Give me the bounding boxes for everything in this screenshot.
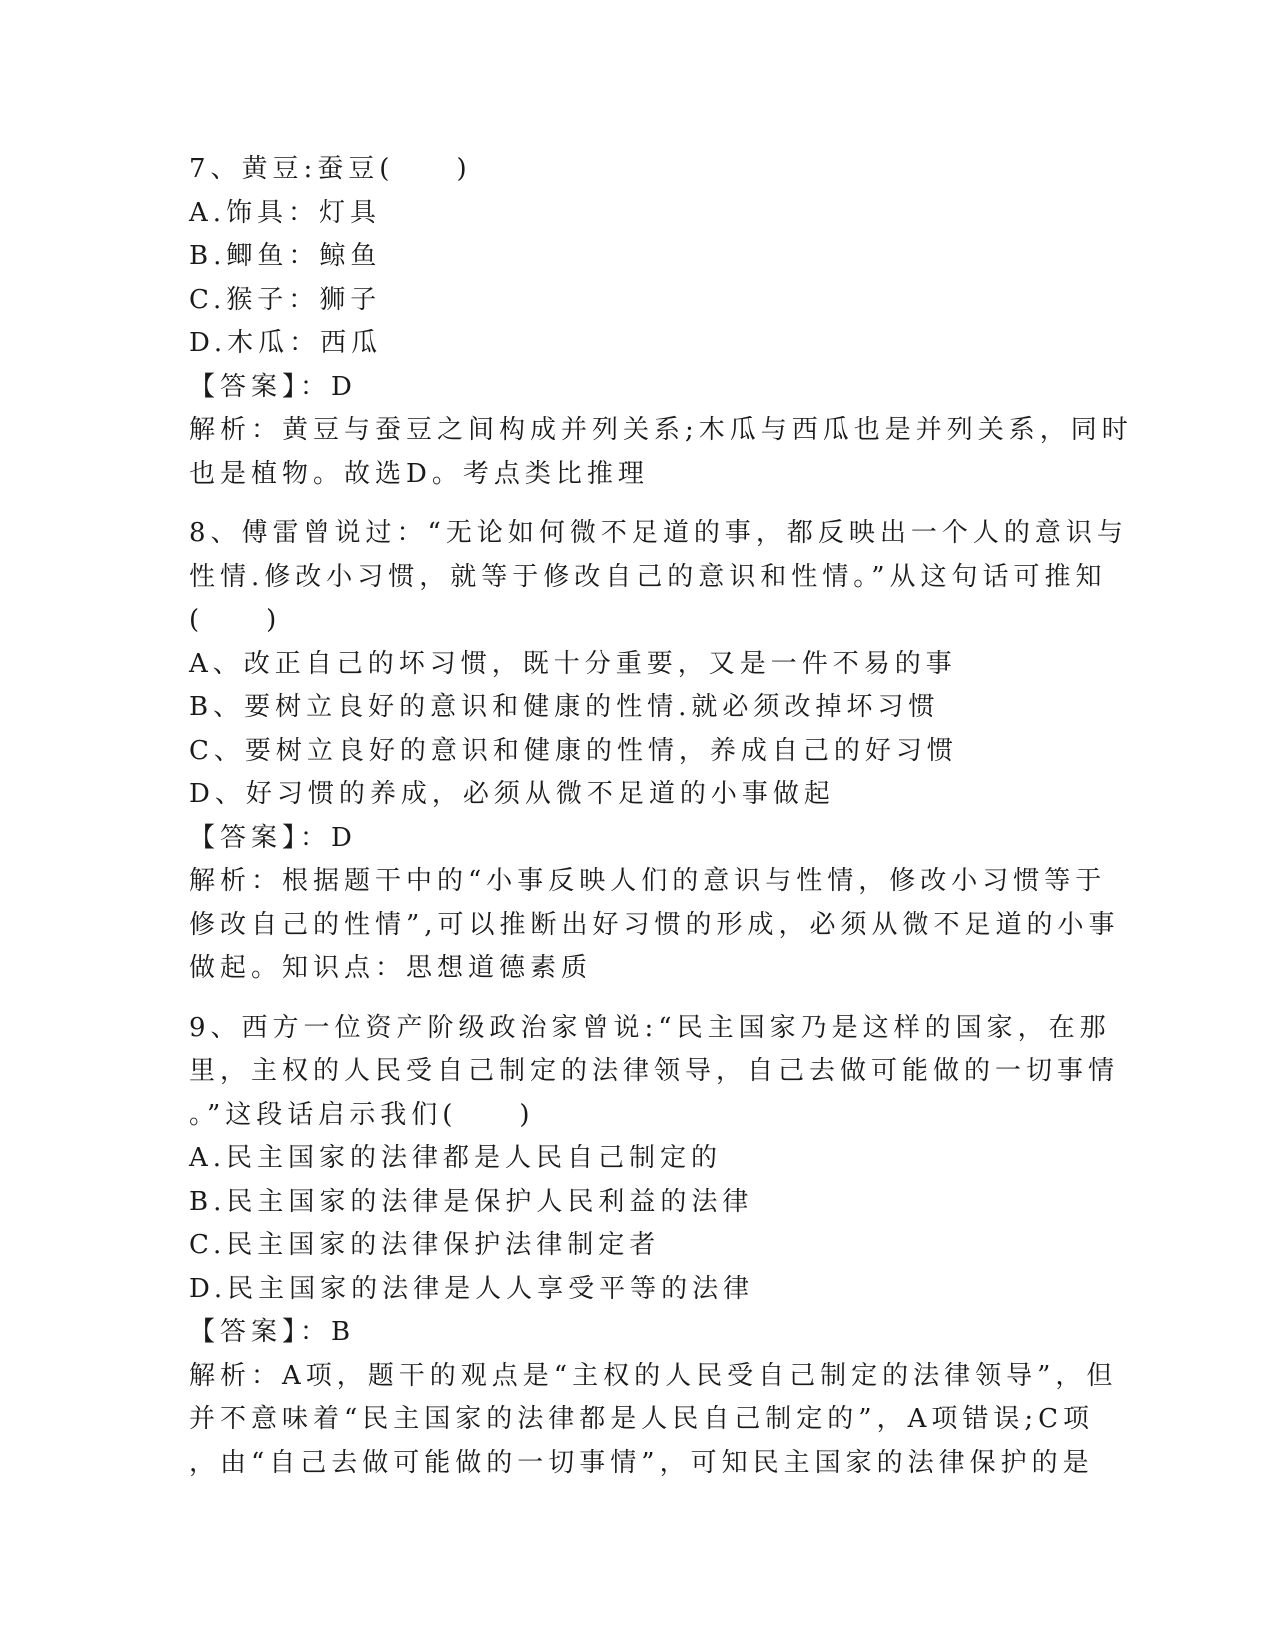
option-d: D.木瓜：西瓜 [189, 328, 383, 358]
answer: 【答案】：D [189, 822, 357, 853]
analysis-line: 并不意味着“民主国家的法律都是人民自己制定的”，A项错误;C项 [189, 1404, 1095, 1434]
analysis-line: 做起。知识点：思想道德素质 [189, 953, 593, 983]
question-gap [189, 496, 1089, 512]
option-a: A.饰具：灯具 [189, 197, 382, 228]
option-d: D.民主国家的法律是人人享受平等的法律 [189, 1273, 755, 1304]
option-b: B.鲫鱼：鲸鱼 [189, 241, 382, 271]
option-a: A.民主国家的法律都是人民自己制定的 [189, 1143, 723, 1173]
question-stem: 性情.修改小习惯，就等于修改自己的意识和性情。”从这句话可推知 [189, 561, 1107, 592]
option-b: B、要树立良好的意识和健康的性情.就必须改掉坏习惯 [189, 692, 940, 722]
question-stem: 。”这段话启示我们( ) [189, 1099, 535, 1130]
analysis-line: 解析：根据题干中的“小事反映人们的意识与性情，修改小习惯等于 [189, 866, 1107, 896]
question-stem: 9、西方一位资产阶级政治家曾说:“民主国家乃是这样的国家，在那 [189, 1012, 1111, 1043]
question-stem: 里，主权的人民受自己制定的法律领导，自己去做可能做的一切事情 [189, 1056, 1120, 1086]
option-c: C.民主国家的法律保护法律制定者 [189, 1230, 661, 1260]
option-d: D、好习惯的养成，必须从微不足道的小事做起 [189, 779, 835, 809]
question-7 [189, 148, 1133, 496]
document-content [189, 148, 1133, 1485]
option-c: C.猴子：狮子 [189, 284, 382, 315]
option-c: C、要树立良好的意识和健康的性情，养成自己的好习惯 [189, 735, 958, 766]
question-9 [189, 1007, 1120, 1486]
question-stem: 8、傅雷曾说过：“无论如何微不足道的事，都反映出一个人的意识与 [189, 518, 1128, 548]
question-stem: 7、黄豆:蚕豆( ) [189, 154, 472, 184]
answer: 【答案】：D [189, 371, 357, 402]
analysis-line: 修改自己的性情”,可以推断出好习惯的形成，必须从微不足道的小事 [189, 909, 1120, 940]
analysis-line: 也是植物。故选D。考点类比推理 [189, 458, 649, 489]
analysis-line: ，由“自己去做可能做的一切事情”，可知民主国家的法律保护的是 [189, 1447, 1094, 1478]
question-8 [189, 512, 1128, 991]
question-gap [189, 991, 1089, 1007]
answer: 【答案】：B [189, 1317, 356, 1347]
analysis-line: 解析：A项，题干的观点是“主权的人民受自己制定的法律领导”，但 [189, 1360, 1118, 1391]
option-b: B.民主国家的法律是保护人民利益的法律 [189, 1186, 754, 1217]
option-a: A、改正自己的坏习惯，既十分重要，又是一件不易的事 [189, 648, 957, 679]
analysis-line: 解析：黄豆与蚕豆之间构成并列关系;木瓜与西瓜也是并列关系，同时 [189, 415, 1133, 445]
question-stem: ( ) [189, 605, 282, 635]
